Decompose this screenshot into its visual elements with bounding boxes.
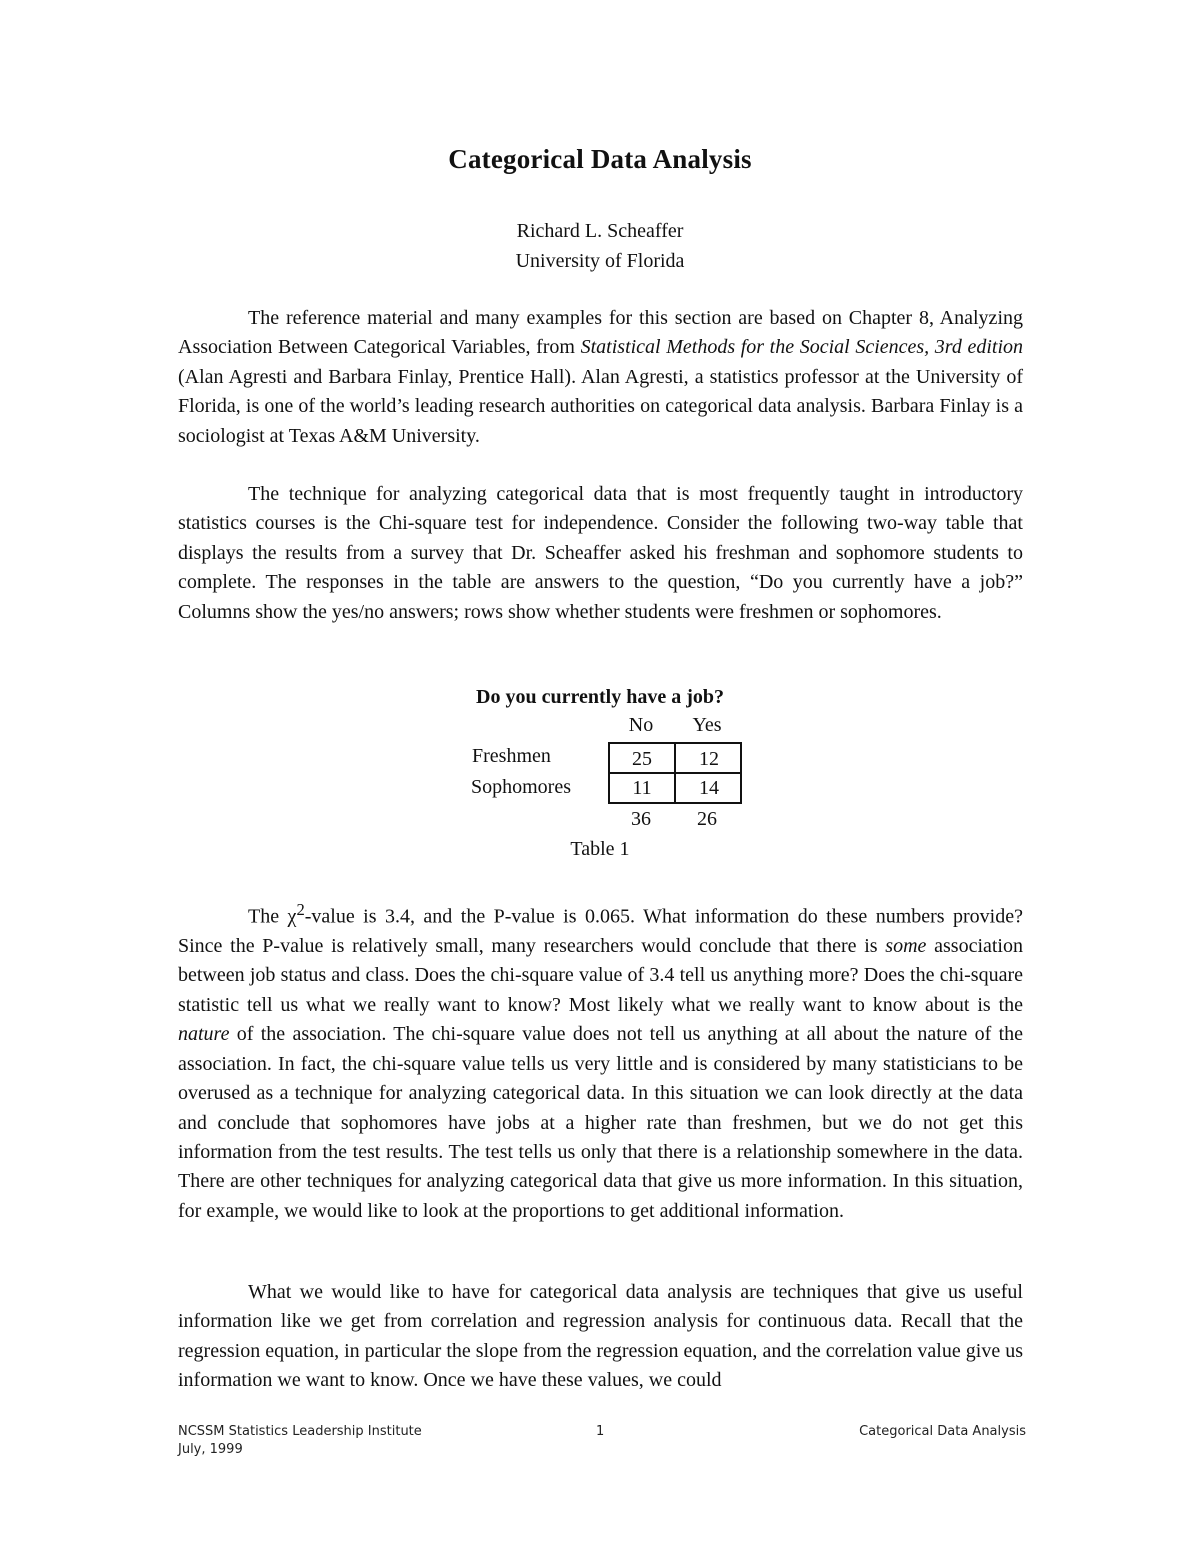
page-title: Categorical Data Analysis <box>448 144 752 174</box>
book-title: Statistical Methods for the Social Sciences, 3rd edition <box>580 336 1024 359</box>
row-label-sophomores: Sophomores <box>471 776 571 798</box>
col-header-yes: Yes <box>692 714 722 736</box>
emphasis: some <box>885 935 927 958</box>
paragraph-text: The <box>248 905 288 928</box>
page-number: 1 <box>596 1424 605 1439</box>
paragraph-text: The reference material and many examples for this section are based on Chapter 8, Analyzing Association Between Categorical Variables, from <box>178 307 1023 359</box>
paragraph-regression <box>178 1278 1023 1396</box>
paragraph-references <box>178 304 1023 451</box>
author-block <box>0 216 1200 276</box>
chi-symbol: χ <box>287 905 297 928</box>
author-affiliation: University of Florida <box>515 250 685 272</box>
paragraph-text: association between job status and class. Does the chi-square value of 3.4 tell us anything more? Does the chi-square statistic tell us what we really want to know? Most likely what we really want to know about is the <box>178 935 1023 1016</box>
paragraph-text: -value is 3.4, and the P-value is 0.065. What information do these numbers provide? Since the P-value is relatively small, many researchers would conclude that there is <box>178 905 1023 958</box>
paragraph-chi-square-intro <box>178 480 1023 627</box>
table-cell: 12 <box>676 744 742 774</box>
footer-running-title: Categorical Data Analysis <box>859 1424 1026 1439</box>
footer-institute: NCSSM Statistics Leadership Institute <box>178 1424 422 1439</box>
superscript: 2 <box>296 900 305 919</box>
emphasis: nature <box>178 1023 230 1046</box>
paragraph-text: of the association. The chi-square value does not tell us anything at all about the nature of the association. In fact, the chi-square value tells us very little and is considered by many statisticians to be overused as a technique for analyzing categorical data. In this situation we can look directly at the data and conclude that sophomores have jobs at a higher rate than freshmen, but we do not get this information from the test results. The test tells us only that there is a relationship somewhere in the data. There are other techniques for analyzing categorical data that give us more information. In this situation, for example, we would like to look at the proportions to get additional information. <box>178 1023 1023 1222</box>
paragraph-text: The technique for analyzing categorical data that is most frequently taught in introductory statistics courses is the Chi-square test for independence. Consider the following two-way table that displays the results from a survey that Dr. Scheaffer asked his freshman and sophomore students to complete. The responses in the table are answers to the question, “Do you currently have a job?” Columns show the yes/no answers; rows show whether students were freshmen or sophomores. <box>178 483 1023 623</box>
col-total-yes: 26 <box>697 808 717 830</box>
table-cell: 14 <box>699 777 719 799</box>
paragraph-text: What we would like to have for categorical data analysis are techniques that give us useful information like we get from correlation and regression analysis for continuous data. Recall that the regression equation, in particular the slope from the regression equation, and the correlation value give us information we want to know. Once we have these values, we could <box>178 1281 1023 1392</box>
table-cell: 11 <box>610 773 676 803</box>
paragraph-chi-square-discussion <box>178 895 1023 1226</box>
table-cell: 25 <box>610 744 676 774</box>
table-grid <box>608 742 742 804</box>
paragraph-text: (Alan Agresti and Barbara Finlay, Prentice Hall). Alan Agresti, a statistics professor at the University of Florida, is one of the world’s leading research authorities on categorical data analysis. Barbara Finlay is a sociologist at Texas A&M University. <box>178 365 1023 447</box>
author-name: Richard L. Scheaffer <box>516 220 684 242</box>
footer-date: July, 1999 <box>178 1442 243 1457</box>
row-label-freshmen: Freshmen <box>472 745 551 767</box>
table-caption: Do you currently have a job? <box>476 686 724 708</box>
table-label: Table 1 <box>570 838 630 860</box>
col-total-no: 36 <box>631 808 651 830</box>
col-header-no: No <box>628 714 654 736</box>
